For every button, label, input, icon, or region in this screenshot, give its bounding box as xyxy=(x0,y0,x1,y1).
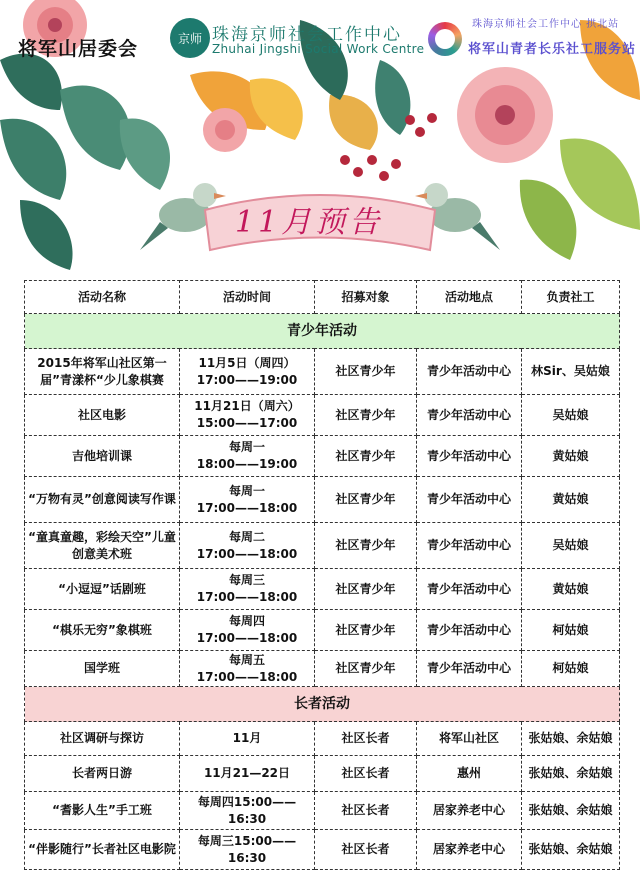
activity-name: 吉他培训课 xyxy=(25,436,180,477)
service-station-logo-icon xyxy=(428,22,462,56)
activity-place: 青少年活动中心 xyxy=(417,349,522,395)
table-row xyxy=(25,722,620,756)
activity-target: 社区青少年 xyxy=(315,569,417,610)
activity-time: 每周五 17:00——18:00 xyxy=(180,651,315,687)
org-name-center-en: Zhuhai Jingshi Social Work Centre xyxy=(212,42,425,56)
activity-time: 11月 xyxy=(180,722,315,756)
activity-place: 青少年活动中心 xyxy=(417,477,522,523)
activity-name: “小逗逗”话剧班 xyxy=(25,569,180,610)
activity-staff: 张姑娘、余姑娘 xyxy=(522,830,620,870)
activity-target: 社区青少年 xyxy=(315,436,417,477)
banner-title: 11月预告 xyxy=(235,205,384,240)
activity-place: 青少年活动中心 xyxy=(417,569,522,610)
col-header-place: 活动地点 xyxy=(417,281,522,314)
activity-name: “耆影人生”手工班 xyxy=(25,792,180,830)
section-title-senior: 长者活动 xyxy=(25,687,620,722)
activity-target: 社区青少年 xyxy=(315,651,417,687)
activity-staff: 吴姑娘 xyxy=(522,395,620,436)
table-row xyxy=(25,477,620,523)
table-header-row xyxy=(25,281,620,314)
activity-time: 每周一 17:00——18:00 xyxy=(180,477,315,523)
activity-name: “棋乐无穷”象棋班 xyxy=(25,610,180,651)
activity-target: 社区长者 xyxy=(315,830,417,870)
activity-staff: 张姑娘、余姑娘 xyxy=(522,792,620,830)
activity-time: 每周四 17:00——18:00 xyxy=(180,610,315,651)
table-row xyxy=(25,651,620,687)
activity-name: 长者两日游 xyxy=(25,756,180,792)
activity-time: 11月21—22日 xyxy=(180,756,315,792)
activity-staff: 黄姑娘 xyxy=(522,569,620,610)
activity-staff: 张姑娘、余姑娘 xyxy=(522,756,620,792)
activity-name: 社区调研与探访 xyxy=(25,722,180,756)
org-name-left: 将军山居委会 xyxy=(18,38,139,60)
table-row xyxy=(25,830,620,870)
activity-place: 居家养老中心 xyxy=(417,792,522,830)
activity-target: 社区青少年 xyxy=(315,477,417,523)
activity-place: 青少年活动中心 xyxy=(417,395,522,436)
jingshi-logo-icon: 京师 xyxy=(170,18,210,58)
table-row xyxy=(25,523,620,569)
activity-place: 青少年活动中心 xyxy=(417,523,522,569)
activity-time: 11月21日（周六） 15:00——17:00 xyxy=(180,395,315,436)
activity-time: 每周一 18:00——19:00 xyxy=(180,436,315,477)
activity-place: 居家养老中心 xyxy=(417,830,522,870)
table-row xyxy=(25,756,620,792)
activity-time: 每周四15:00—— 16:30 xyxy=(180,792,315,830)
table-row xyxy=(25,792,620,830)
section-title-youth: 青少年活动 xyxy=(25,314,620,349)
activity-time: 每周三 17:00——18:00 xyxy=(180,569,315,610)
header-banner xyxy=(0,0,640,278)
activity-target: 社区长者 xyxy=(315,722,417,756)
activity-name: 社区电影 xyxy=(25,395,180,436)
activity-time: 每周三15:00—— 16:30 xyxy=(180,830,315,870)
activity-staff: 柯姑娘 xyxy=(522,651,620,687)
activity-place: 惠州 xyxy=(417,756,522,792)
activity-target: 社区青少年 xyxy=(315,523,417,569)
col-header-staff: 负责社工 xyxy=(522,281,620,314)
activity-staff: 黄姑娘 xyxy=(522,436,620,477)
activity-name: 2015年将军山社区第一届”青漾杯“少儿象棋赛 xyxy=(25,349,180,395)
org-name-center-cn: 珠海京师社会工作中心 xyxy=(212,25,402,45)
activity-time: 每周二 17:00——18:00 xyxy=(180,523,315,569)
activity-place: 青少年活动中心 xyxy=(417,436,522,477)
activity-place: 将军山社区 xyxy=(417,722,522,756)
activity-name: “伴影随行”长者社区电影院 xyxy=(25,830,180,870)
table-row xyxy=(25,395,620,436)
activity-staff: 吴姑娘 xyxy=(522,523,620,569)
activity-staff: 柯姑娘 xyxy=(522,610,620,651)
table-row xyxy=(25,436,620,477)
activity-target: 社区长者 xyxy=(315,756,417,792)
table-row xyxy=(25,569,620,610)
col-header-target: 招募对象 xyxy=(315,281,417,314)
activity-name: 国学班 xyxy=(25,651,180,687)
activity-schedule-table xyxy=(24,280,620,870)
activity-place: 青少年活动中心 xyxy=(417,610,522,651)
activity-staff: 林Sir、吴姑娘 xyxy=(522,349,620,395)
activity-name: “万物有灵”创意阅读写作课 xyxy=(25,477,180,523)
col-header-name: 活动名称 xyxy=(25,281,180,314)
activity-time: 11月5日（周四） 17:00——19:00 xyxy=(180,349,315,395)
table-row xyxy=(25,610,620,651)
activity-target: 社区青少年 xyxy=(315,349,417,395)
activity-name: “童真童趣，彩绘天空”儿童创意美术班 xyxy=(25,523,180,569)
activity-staff: 张姑娘、余姑娘 xyxy=(522,722,620,756)
activity-target: 社区青少年 xyxy=(315,610,417,651)
activity-target: 社区青少年 xyxy=(315,395,417,436)
col-header-time: 活动时间 xyxy=(180,281,315,314)
table-row xyxy=(25,349,620,395)
org-name-right-line1: 珠海京师社会工作中心 拱北站 xyxy=(472,19,620,30)
org-name-right-line2: 将军山青者长乐社工服务站 xyxy=(468,42,637,57)
activity-place: 青少年活动中心 xyxy=(417,651,522,687)
activity-target: 社区长者 xyxy=(315,792,417,830)
activity-staff: 黄姑娘 xyxy=(522,477,620,523)
